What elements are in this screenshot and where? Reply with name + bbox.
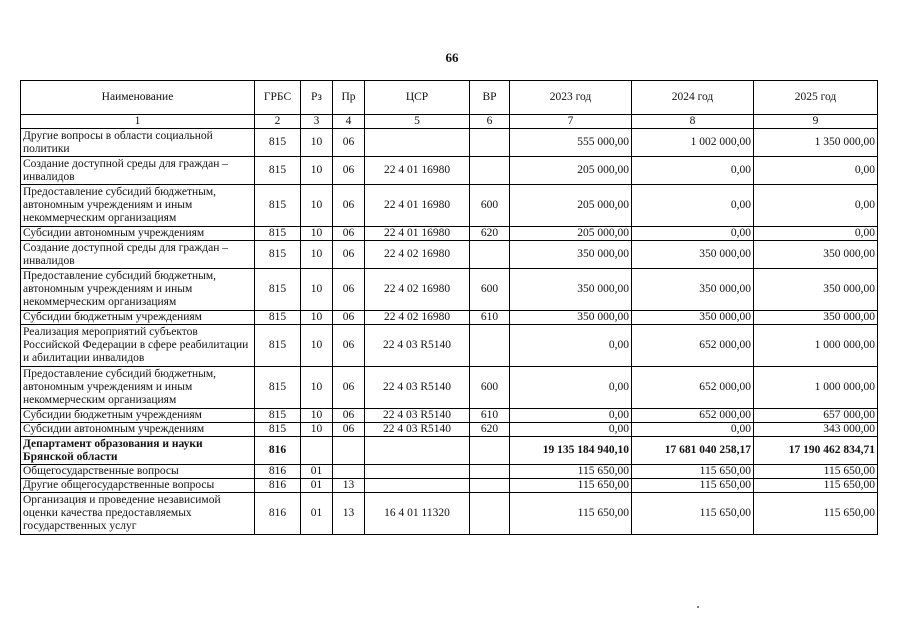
pr-cell: 06: [333, 311, 365, 325]
rz-cell: 01: [301, 479, 333, 493]
amount-2025-cell: 115 650,00: [754, 479, 878, 493]
amount-2024-cell: 652 000,00: [632, 409, 754, 423]
pr-cell: [333, 437, 365, 465]
amount-2023-cell: 205 000,00: [510, 157, 632, 185]
table-body: [21, 115, 878, 535]
csr-cell: 22 4 03 R5140: [365, 367, 470, 409]
header-pr: Пр: [333, 81, 365, 115]
rz-cell: 10: [301, 311, 333, 325]
table-row: [21, 465, 878, 479]
pr-cell: 06: [333, 409, 365, 423]
csr-cell: [365, 129, 470, 157]
vr-cell: 620: [470, 423, 510, 437]
amount-2023-cell: 0,00: [510, 367, 632, 409]
header-2023: 2023 год: [510, 81, 632, 115]
row-name-cell: Субсидии автономным учреждениям: [21, 227, 255, 241]
column-number: 2: [255, 115, 301, 129]
amount-2025-cell: 1 350 000,00: [754, 129, 878, 157]
csr-cell: 22 4 03 R5140: [365, 409, 470, 423]
amount-2024-cell: 350 000,00: [632, 241, 754, 269]
grbs-cell: 816: [255, 465, 301, 479]
pr-cell: 06: [333, 367, 365, 409]
vr-cell: [470, 465, 510, 479]
row-name-cell: Предоставление субсидий бюджетным, автономным учреждениям и иным некоммерческим организациям: [21, 367, 255, 409]
pr-cell: 06: [333, 157, 365, 185]
header-name: Наименование: [21, 81, 255, 115]
header-row: [21, 81, 878, 115]
csr-cell: 22 4 02 16980: [365, 241, 470, 269]
grbs-cell: 815: [255, 241, 301, 269]
amount-2023-cell: 350 000,00: [510, 311, 632, 325]
rz-cell: [301, 437, 333, 465]
pr-cell: 06: [333, 241, 365, 269]
table-row: [21, 479, 878, 493]
grbs-cell: 815: [255, 227, 301, 241]
pr-cell: 06: [333, 185, 365, 227]
rz-cell: 01: [301, 493, 333, 535]
rz-cell: 10: [301, 423, 333, 437]
amount-2025-cell: 343 000,00: [754, 423, 878, 437]
vr-cell: 610: [470, 409, 510, 423]
table-row: [21, 129, 878, 157]
csr-cell: [365, 465, 470, 479]
csr-cell: [365, 479, 470, 493]
amount-2024-cell: 0,00: [632, 185, 754, 227]
amount-2024-cell: 17 681 040 258,17: [632, 437, 754, 465]
vr-cell: [470, 241, 510, 269]
header-rz: Рз: [301, 81, 333, 115]
header-csr: ЦСР: [365, 81, 470, 115]
rz-cell: 01: [301, 465, 333, 479]
pr-cell: 13: [333, 493, 365, 535]
amount-2025-cell: 350 000,00: [754, 241, 878, 269]
vr-cell: [470, 157, 510, 185]
pr-cell: [333, 465, 365, 479]
rz-cell: 10: [301, 227, 333, 241]
vr-cell: [470, 325, 510, 367]
amount-2023-cell: 115 650,00: [510, 465, 632, 479]
amount-2025-cell: 1 000 000,00: [754, 325, 878, 367]
csr-cell: 22 4 02 16980: [365, 311, 470, 325]
amount-2023-cell: 115 650,00: [510, 493, 632, 535]
amount-2025-cell: 0,00: [754, 185, 878, 227]
table-row: [21, 227, 878, 241]
amount-2025-cell: 0,00: [754, 157, 878, 185]
table-row: [21, 423, 878, 437]
amount-2024-cell: 0,00: [632, 227, 754, 241]
pr-cell: 13: [333, 479, 365, 493]
amount-2025-cell: 657 000,00: [754, 409, 878, 423]
row-name-cell: Субсидии бюджетным учреждениям: [21, 409, 255, 423]
header-vr: ВР: [470, 81, 510, 115]
amount-2023-cell: 0,00: [510, 325, 632, 367]
amount-2024-cell: 115 650,00: [632, 479, 754, 493]
pr-cell: 06: [333, 269, 365, 311]
table-row: [21, 185, 878, 227]
csr-cell: 22 4 01 16980: [365, 157, 470, 185]
table-row: [21, 493, 878, 535]
column-number: 9: [754, 115, 878, 129]
row-name-cell: Создание доступной среды для граждан – инвалидов: [21, 241, 255, 269]
row-name-cell: Другие вопросы в области социальной политики: [21, 129, 255, 157]
table-row: [21, 437, 878, 465]
grbs-cell: 815: [255, 325, 301, 367]
table-row: [21, 241, 878, 269]
header-2025: 2025 год: [754, 81, 878, 115]
rz-cell: 10: [301, 325, 333, 367]
grbs-cell: 815: [255, 311, 301, 325]
row-name-cell: Субсидии бюджетным учреждениям: [21, 311, 255, 325]
amount-2024-cell: 652 000,00: [632, 367, 754, 409]
csr-cell: 22 4 02 16980: [365, 269, 470, 311]
column-number: 1: [21, 115, 255, 129]
csr-cell: [365, 437, 470, 465]
grbs-cell: 816: [255, 493, 301, 535]
vr-cell: 600: [470, 269, 510, 311]
scan-speck: [697, 606, 699, 608]
grbs-cell: 815: [255, 409, 301, 423]
pr-cell: 06: [333, 227, 365, 241]
grbs-cell: 815: [255, 157, 301, 185]
row-name-cell: Субсидии автономным учреждениям: [21, 423, 255, 437]
amount-2023-cell: 205 000,00: [510, 227, 632, 241]
amount-2025-cell: 17 190 462 834,71: [754, 437, 878, 465]
grbs-cell: 815: [255, 185, 301, 227]
amount-2023-cell: 0,00: [510, 423, 632, 437]
row-name-cell: Создание доступной среды для граждан – инвалидов: [21, 157, 255, 185]
row-name-cell: Департамент образования и науки Брянской области: [21, 437, 255, 465]
table-row: [21, 311, 878, 325]
column-number: 3: [301, 115, 333, 129]
amount-2023-cell: 115 650,00: [510, 479, 632, 493]
amount-2023-cell: 205 000,00: [510, 185, 632, 227]
amount-2025-cell: 350 000,00: [754, 311, 878, 325]
csr-cell: 22 4 03 R5140: [365, 325, 470, 367]
row-name-cell: Реализация мероприятий субъектов Российской Федерации в сфере реабилитации и абилитации инвалидов: [21, 325, 255, 367]
amount-2024-cell: 350 000,00: [632, 311, 754, 325]
amount-2023-cell: 19 135 184 940,10: [510, 437, 632, 465]
vr-cell: [470, 437, 510, 465]
table-row: [21, 325, 878, 367]
grbs-cell: 815: [255, 367, 301, 409]
row-name-cell: Другие общегосударственные вопросы: [21, 479, 255, 493]
amount-2024-cell: 0,00: [632, 157, 754, 185]
table-row: [21, 367, 878, 409]
amount-2024-cell: 115 650,00: [632, 493, 754, 535]
csr-cell: 16 4 01 11320: [365, 493, 470, 535]
column-number-row: [21, 115, 878, 129]
amount-2024-cell: 115 650,00: [632, 465, 754, 479]
csr-cell: 22 4 01 16980: [365, 185, 470, 227]
header-grbs: ГРБС: [255, 81, 301, 115]
column-number: 6: [470, 115, 510, 129]
vr-cell: [470, 479, 510, 493]
amount-2025-cell: 350 000,00: [754, 269, 878, 311]
amount-2024-cell: 652 000,00: [632, 325, 754, 367]
vr-cell: 610: [470, 311, 510, 325]
vr-cell: 620: [470, 227, 510, 241]
page-number: 66: [445, 50, 459, 65]
amount-2025-cell: 1 000 000,00: [754, 367, 878, 409]
amount-2024-cell: 1 002 000,00: [632, 129, 754, 157]
grbs-cell: 816: [255, 437, 301, 465]
vr-cell: [470, 129, 510, 157]
grbs-cell: 815: [255, 129, 301, 157]
rz-cell: 10: [301, 409, 333, 423]
table-row: [21, 269, 878, 311]
amount-2023-cell: 0,00: [510, 409, 632, 423]
grbs-cell: 815: [255, 269, 301, 311]
rz-cell: 10: [301, 269, 333, 311]
row-name-cell: Общегосударственные вопросы: [21, 465, 255, 479]
column-number: 4: [333, 115, 365, 129]
row-name-cell: Организация и проведение независимой оценки качества предоставляемых государственных услуг: [21, 493, 255, 535]
amount-2025-cell: 115 650,00: [754, 493, 878, 535]
table-row: [21, 409, 878, 423]
amount-2024-cell: 0,00: [632, 423, 754, 437]
grbs-cell: 815: [255, 423, 301, 437]
csr-cell: 22 4 01 16980: [365, 227, 470, 241]
rz-cell: 10: [301, 241, 333, 269]
vr-cell: 600: [470, 367, 510, 409]
table-row: [21, 157, 878, 185]
budget-table: [20, 80, 878, 535]
pr-cell: 06: [333, 325, 365, 367]
amount-2025-cell: 0,00: [754, 227, 878, 241]
pr-cell: 06: [333, 129, 365, 157]
column-number: 7: [510, 115, 632, 129]
row-name-cell: Предоставление субсидий бюджетным, автономным учреждениям и иным некоммерческим организациям: [21, 269, 255, 311]
amount-2023-cell: 350 000,00: [510, 241, 632, 269]
rz-cell: 10: [301, 157, 333, 185]
amount-2024-cell: 350 000,00: [632, 269, 754, 311]
rz-cell: 10: [301, 185, 333, 227]
csr-cell: 22 4 03 R5140: [365, 423, 470, 437]
amount-2023-cell: 350 000,00: [510, 269, 632, 311]
column-number: 8: [632, 115, 754, 129]
vr-cell: [470, 493, 510, 535]
header-2024: 2024 год: [632, 81, 754, 115]
amount-2023-cell: 555 000,00: [510, 129, 632, 157]
pr-cell: 06: [333, 423, 365, 437]
row-name-cell: Предоставление субсидий бюджетным, автономным учреждениям и иным некоммерческим организациям: [21, 185, 255, 227]
rz-cell: 10: [301, 367, 333, 409]
rz-cell: 10: [301, 129, 333, 157]
amount-2025-cell: 115 650,00: [754, 465, 878, 479]
column-number: 5: [365, 115, 470, 129]
vr-cell: 600: [470, 185, 510, 227]
grbs-cell: 816: [255, 479, 301, 493]
